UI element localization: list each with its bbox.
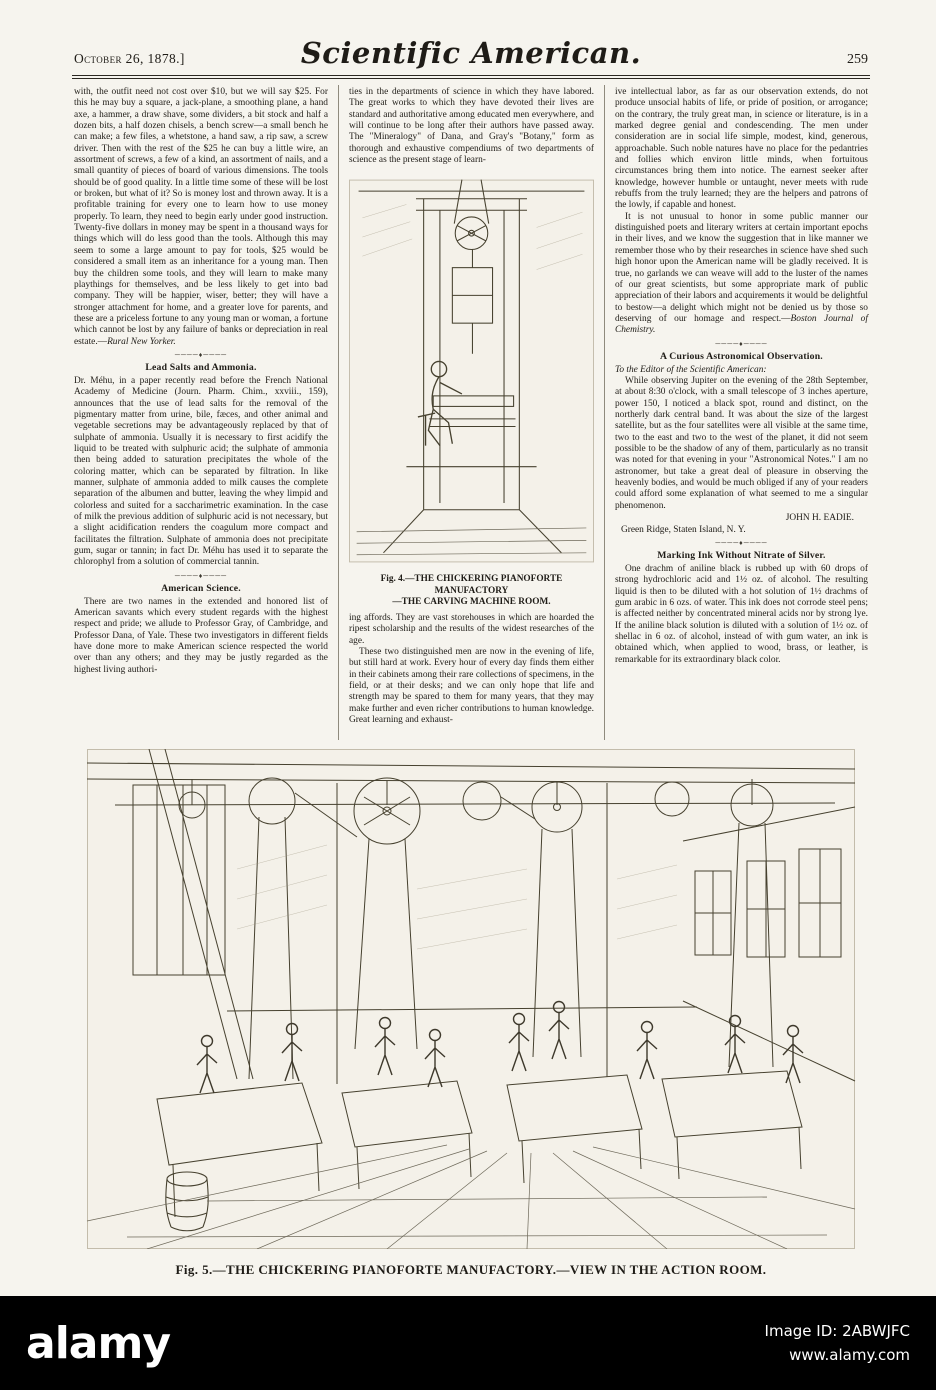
section-ornament: ────♦──── [715,339,768,348]
fig4-engraving-carving-machine [349,171,594,571]
distinguished-men-paragraph: These two distinguished men are now in the evening of life, but still hard at work. Every hour of every day finds them either in their cabinets among their rare collections of specimens, in the field, or at their desks; and we can only hope that life and strength may be spared to them for many years, that they may make further and even richer contributions to human knowledge. Great learning and exhaust- [348,646,594,725]
letter-signature-location: Green Ridge, Staten Island, N. Y. [620,525,746,536]
header-rule [72,75,870,79]
fig5-figure [72,749,870,1278]
public-honor-source: Boston Journal of Chemistry. [614,313,868,336]
alamy-meta [765,1319,910,1367]
intellectual-labor-continuation: ive intellectual labor, as far as our observation extends, do not produce unsocial habits of life, or pride of position, or arrogance; on the contrary, the truly great man, in science or literature, is in a marked degree genial and condescending. The men under consideration are in social life simple, modest, kind, generous, approachable. Such noble natures have no place for the pedantries and follies which environ little minds, when fortuitous circumstances bring them into notice. The earnest seeker after knowledge, however humble or untaught, never meets with rude rebuffs from the truly learned; they are the helpers and patrons of the lowly, if capable and honest. [614,87,868,211]
tools-article-continuation [74,87,328,348]
marking-ink-body: One drachm of aniline black is rubbed up with 60 drops of strong hydrochloric acid and 1½ oz. of alcohol. The resulting liquid is then to be diluted with a hot solution of 1½ drachms of gum arabic in 6 ozs. of water. This ink does not corrode steel pens; is affected neither by concentrated mineral acids nor by strong lye. If the aniline black solution is diluted with a solution of 1½ oz. of shellac in 6 oz. of alcohol, instead of with gum water, an ink is obtained which, when applied to wood, brass, or leather, is remarkable for its extraordinary black color. [614,564,868,665]
issue-date: October 26, 1878.] [74,51,185,66]
section-title-lead-salts: Lead Salts and Ammonia. [145,361,257,373]
section-title-marking-ink: Marking Ink Without Nitrate of Silver. [657,550,826,562]
section-ornament: ────♦──── [174,350,228,359]
tools-article-text: with, the outfit need not cost over $10, but we will say $25. For this he may buy a square, a jack-plane, a smoothing plane, a hand axe, a hammer, a draw shave, some dividers, a bit stock and half a dozen bits, a half dozen chisels, a bench screw—a small bench he can make; a few files, a whetstone, a hand saw, a rip saw, a screw driver. Then with the rest of the $25 he can buy a little wire, an assortment of screws, a few of a kind, an assortment of nails, and a small quantity of pieces of board of various dimensions. The tools should be of good quality. In a little time some of these will be lost or broken, but what of it? So is money lost and thrown away. It is a profitable training for every one to learn how to use money properly. To learn, they need to begin early under good instruction. Twenty-five dollars in money may be spent in a thousand ways for things which will do less good than the tools. Although this may seem to some a large amount to pay for tools, $25 would be considered a small item as an inheritance for a young man. Then buy the children some tools, and they will learn to make many playthings for themselves, and be less likely to get into bad company. They will be happier, wiser, better; they will have a stronger attachment for home, and a greater love for parents, and these are a priceless fortune to any young man or woman, a fortune which cannot be lost by any failure of banks or depreciation in real estate.— [74,87,328,347]
american-science-continuation: ties in the departments of science in which they have labored. The great works to which they have devoted their lives are standard and authoritative among educated men everywhere, and will continue to be long after their authors have passed away. The "Mineralogy" of Dana, and Gray's "Botany," form as thorough and exhaustive compendiums of two departments of science as the present stage of learn- [348,87,594,166]
article-columns [72,85,870,740]
jupiter-observation-body: While observing Jupiter on the evening of the 28th September, at about 8:30 o'clock, with a small telescope of 3 inches aperture, power 150, I noticed a black spot, round and distinct, on the northerly dark central band. It was about the size of the largest satellite, but as the four satellites were all visible at the same time, two to the east and two to the west of the planet, it did not seem possible to be the shadow of any of them, particularly as no transit was noted for that evening in your "Astronomical Notes." I am no astronomer, but take a great deal of pleasure in observing the heavenly bodies, and would be much obliged if any of your readers could afford some explanation of what seemed to me a singular phenomenon. [614,375,868,511]
american-science-body: There are two names in the extended and honored list of American savants which every student regards with the highest respect and pride; we allude to Professor Gray, of Cambridge, and Professor Dana, of Yale. These two investigators in different fields have done more to make American science respected the world over than any others; and they may be justly regarded as the highest living authori- [74,596,328,675]
section-ornament: ────♦──── [174,571,228,580]
section-title-american-science: American Science. [161,582,241,594]
letter-salutation: To the Editor of the Scientific American: [614,364,767,375]
public-honor-text: It is not unusual to honor in some public manner our distinguished poets and literary writers at certain important epochs in their lives, and we know the suggestion that in like manner we remember those who by their researches in science have shed such high honor upon the American name will be gladly received. It is true, no garlands we can weave will add to the luster of the names of our great scientists, but some appropriate mark of public appreciation of their labors and acquirements it would be delightful to bestow—a delight which might not be denied us by those so deserving of our homage and respect.— [614,211,868,324]
alamy-watermark-bar [0,1296,936,1390]
section-title-astronomical-observation: A Curious Astronomical Observation. [660,350,823,362]
page-number: 259 [847,52,868,67]
fig4-caption-line2: —THE CARVING MACHINE ROOM. [392,597,551,608]
column-3 [604,85,870,740]
letter-signature: JOHN H. EADIE. [785,513,854,524]
fig5-engraving-action-room [85,749,857,1249]
masthead-title: Scientific American. [300,36,642,70]
fig4-caption [349,574,594,609]
alamy-image-id: Image ID: 2ABWJFC [764,1322,910,1340]
fig4-caption-line1: Fig. 4.—THE CHICKERING PIANOFORTE MANUFACTORY [380,574,563,596]
fig5-caption: Fig. 5.—THE CHICKERING PIANOFORTE MANUFACTORY.—VIEW IN THE ACTION ROOM. [175,1262,767,1277]
great-works-continuation: ing affords. They are vast storehouses in which are hoarded the ripest scholarship and the results of the widest researches of the age. [348,612,594,646]
section-ornament: ────♦──── [715,539,768,548]
alamy-url: www.alamy.com [789,1346,910,1364]
lead-salts-body: Dr. Méhu, in a paper recently read before the French National Academy of Medicine (Journ. Pharm. Chim., xxviii., 159), announces that the use of lead salts for the removal of the pigmentary matter from urine, bile, fæces, and other animal and vegetable secretions may be advantageously replaced by that of sulphate of ammonia. Usually it is necessary to first acidify the liquid to be treated with sulphuric acid; the sulphate of ammonia then being added to saturation precipitates the whole of the coloring matter, which can be separated by filtration. In like manner, sulphate of ammonia added to milk causes the complete separation of the albumen and butter, leaving the whey limpid and colorless and suited for a saccharimetric examination. In the case of milk the previous addition of sulphuric acid is not necessary, but a slight acidification renders the coagulum more compact and facilitates the filtration. Sulphate of ammonia does not precipitate gum, sugar or tannin; in fact Dr. Méhu has used it to separate the chlorophyl from a solution of commercial tannin. [74,375,328,568]
tools-article-source: Rural New Yorker. [107,336,176,347]
fig4-figure [349,171,594,609]
alamy-logo: alamy [26,1317,170,1369]
public-honor-paragraph [615,212,868,337]
column-2 [338,85,604,740]
column-1 [72,85,338,740]
page-header [72,36,870,75]
